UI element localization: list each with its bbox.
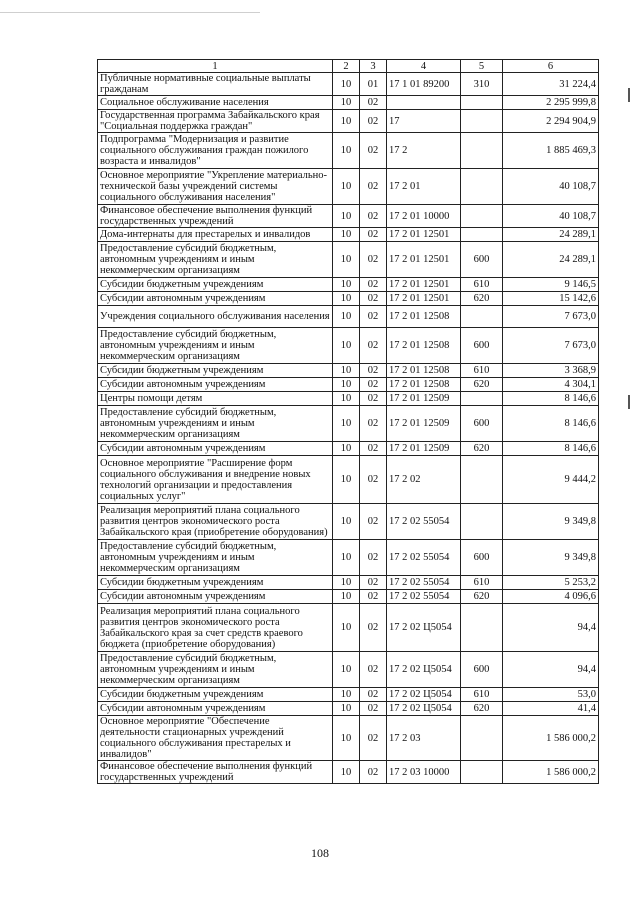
row-name-cell: Предоставление субсидий бюджетным, автономным учреждениям и иным некоммерческим организациям: [98, 328, 333, 364]
row-c2-cell: 10: [333, 205, 360, 228]
row-name-cell: Центры помощи детям: [98, 392, 333, 406]
row-c6-cell: 41,4: [503, 702, 599, 716]
row-c2-cell: 10: [333, 328, 360, 364]
row-c4-cell: 17 2 02 Ц5054: [387, 652, 461, 688]
scan-artifact-mark: [628, 88, 630, 102]
row-c6-cell: 9 349,8: [503, 540, 599, 576]
scan-edge-line: [0, 12, 260, 13]
row-c4-cell: 17 2 03: [387, 716, 461, 761]
row-c5-cell: [461, 761, 503, 784]
row-c5-cell: [461, 504, 503, 540]
row-c6-cell: 31 224,4: [503, 73, 599, 96]
row-c5-cell: 310: [461, 73, 503, 96]
row-name-cell: Подпрограмма "Модернизация и развитие социального обслуживания граждан пожилого возраста и инвалидов": [98, 133, 333, 169]
row-c5-cell: 610: [461, 278, 503, 292]
table-row: [98, 242, 599, 278]
table-row: [98, 716, 599, 761]
table-row: [98, 540, 599, 576]
row-name-cell: Субсидии автономным учреждениям: [98, 590, 333, 604]
column-header: 2: [333, 60, 360, 73]
row-c5-cell: [461, 392, 503, 406]
table-header-row: [98, 60, 599, 73]
row-c3-cell: 02: [360, 590, 387, 604]
table-row: [98, 604, 599, 652]
row-name-cell: Реализация мероприятий плана социального развития центров экономического роста Забайкальского края (приобретение оборудования): [98, 504, 333, 540]
row-name-cell: Субсидии автономным учреждениям: [98, 378, 333, 392]
row-c4-cell: 17: [387, 110, 461, 133]
row-name-cell: Основное мероприятие "Обеспечение деятельности стационарных учреждений социального обслуживания престарелых и инвалидов": [98, 716, 333, 761]
row-c2-cell: 10: [333, 169, 360, 205]
row-c2-cell: 10: [333, 110, 360, 133]
row-c2-cell: 10: [333, 716, 360, 761]
row-c4-cell: 17 2 01 12509: [387, 392, 461, 406]
row-c2-cell: 10: [333, 96, 360, 110]
row-c3-cell: 02: [360, 442, 387, 456]
row-c2-cell: 10: [333, 590, 360, 604]
row-name-cell: Публичные нормативные социальные выплаты гражданам: [98, 73, 333, 96]
row-c2-cell: 10: [333, 73, 360, 96]
table-row: [98, 364, 599, 378]
row-c4-cell: 17 2 02 55054: [387, 540, 461, 576]
row-c4-cell: 17 1 01 89200: [387, 73, 461, 96]
row-name-cell: Предоставление субсидий бюджетным, автономным учреждениям и иным некоммерческим организациям: [98, 652, 333, 688]
row-c6-cell: 53,0: [503, 688, 599, 702]
row-c5-cell: 620: [461, 702, 503, 716]
table-row: [98, 110, 599, 133]
table-row: [98, 456, 599, 504]
row-name-cell: Социальное обслуживание населения: [98, 96, 333, 110]
row-c3-cell: 01: [360, 73, 387, 96]
row-c5-cell: [461, 604, 503, 652]
row-c6-cell: 15 142,6: [503, 292, 599, 306]
row-c2-cell: 10: [333, 442, 360, 456]
row-c6-cell: 8 146,6: [503, 392, 599, 406]
row-c4-cell: 17 2 01 12501: [387, 292, 461, 306]
row-c2-cell: 10: [333, 364, 360, 378]
row-c3-cell: 02: [360, 576, 387, 590]
row-c6-cell: 7 673,0: [503, 306, 599, 328]
row-c5-cell: 600: [461, 242, 503, 278]
row-c3-cell: 02: [360, 456, 387, 504]
row-c2-cell: 10: [333, 278, 360, 292]
row-c5-cell: [461, 306, 503, 328]
row-name-cell: Предоставление субсидий бюджетным, автономным учреждениям и иным некоммерческим организациям: [98, 540, 333, 576]
row-c6-cell: 1 586 000,2: [503, 716, 599, 761]
row-c3-cell: 02: [360, 133, 387, 169]
row-c4-cell: 17 2 01 12508: [387, 378, 461, 392]
row-c3-cell: 02: [360, 540, 387, 576]
row-c3-cell: 02: [360, 761, 387, 784]
column-header: 3: [360, 60, 387, 73]
table-row: [98, 378, 599, 392]
row-c4-cell: 17 2 02 55054: [387, 590, 461, 604]
page-number: 108: [311, 846, 329, 860]
row-c4-cell: 17 2 02 Ц5054: [387, 702, 461, 716]
table-row: [98, 576, 599, 590]
row-c2-cell: 10: [333, 406, 360, 442]
row-name-cell: Субсидии бюджетным учреждениям: [98, 278, 333, 292]
row-c5-cell: 620: [461, 442, 503, 456]
table-row: [98, 205, 599, 228]
row-c4-cell: 17 2 01 10000: [387, 205, 461, 228]
row-c6-cell: 8 146,6: [503, 406, 599, 442]
row-name-cell: Основное мероприятие "Укрепление материально-технической базы учреждений системы социального обслуживания населения": [98, 169, 333, 205]
row-c3-cell: 02: [360, 169, 387, 205]
row-c6-cell: 4 096,6: [503, 590, 599, 604]
row-name-cell: Государственная программа Забайкальского края "Социальная поддержка граждан": [98, 110, 333, 133]
table-row: [98, 328, 599, 364]
row-c6-cell: 5 253,2: [503, 576, 599, 590]
row-c5-cell: [461, 205, 503, 228]
table-row: [98, 306, 599, 328]
row-c3-cell: 02: [360, 364, 387, 378]
table-row: [98, 406, 599, 442]
row-c6-cell: 94,4: [503, 652, 599, 688]
row-name-cell: Предоставление субсидий бюджетным, автономным учреждениям и иным некоммерческим организациям: [98, 242, 333, 278]
row-c5-cell: [461, 110, 503, 133]
row-name-cell: Субсидии автономным учреждениям: [98, 292, 333, 306]
row-c5-cell: [461, 228, 503, 242]
row-c5-cell: 620: [461, 590, 503, 604]
row-c5-cell: 620: [461, 378, 503, 392]
budget-table: [97, 59, 599, 784]
table-row: [98, 688, 599, 702]
row-c3-cell: 02: [360, 702, 387, 716]
row-c3-cell: 02: [360, 306, 387, 328]
row-c5-cell: 610: [461, 688, 503, 702]
row-c3-cell: 02: [360, 292, 387, 306]
row-c5-cell: 600: [461, 652, 503, 688]
column-header: 4: [387, 60, 461, 73]
row-c2-cell: 10: [333, 604, 360, 652]
row-c5-cell: 610: [461, 364, 503, 378]
row-c6-cell: 2 295 999,8: [503, 96, 599, 110]
row-c2-cell: 10: [333, 540, 360, 576]
row-c3-cell: 02: [360, 242, 387, 278]
row-c6-cell: 2 294 904,9: [503, 110, 599, 133]
row-c5-cell: 600: [461, 406, 503, 442]
row-c4-cell: 17 2 03 10000: [387, 761, 461, 784]
row-c2-cell: 10: [333, 228, 360, 242]
row-name-cell: Субсидии бюджетным учреждениям: [98, 688, 333, 702]
row-c5-cell: [461, 716, 503, 761]
table-row: [98, 278, 599, 292]
row-c6-cell: 94,4: [503, 604, 599, 652]
row-c2-cell: 10: [333, 133, 360, 169]
row-c3-cell: 02: [360, 604, 387, 652]
row-c3-cell: 02: [360, 688, 387, 702]
row-c5-cell: [461, 456, 503, 504]
row-c4-cell: 17 2 02 Ц5054: [387, 688, 461, 702]
row-c4-cell: 17 2 01 12508: [387, 328, 461, 364]
row-c4-cell: [387, 96, 461, 110]
row-c4-cell: 17 2 01 12508: [387, 306, 461, 328]
table-body: [98, 73, 599, 784]
row-c6-cell: 9 349,8: [503, 504, 599, 540]
row-name-cell: Реализация мероприятий плана социального развития центров экономического роста Забайкальского края за счет средств краевого бюджета (приобретение оборудования): [98, 604, 333, 652]
row-c3-cell: 02: [360, 205, 387, 228]
table-row: [98, 73, 599, 96]
row-c3-cell: 02: [360, 278, 387, 292]
row-c2-cell: 10: [333, 456, 360, 504]
row-c6-cell: 4 304,1: [503, 378, 599, 392]
table-row: [98, 392, 599, 406]
row-c5-cell: 600: [461, 328, 503, 364]
row-c6-cell: 40 108,7: [503, 205, 599, 228]
column-header: 6: [503, 60, 599, 73]
row-name-cell: Финансовое обеспечение выполнения функций государственных учреждений: [98, 761, 333, 784]
row-c3-cell: 02: [360, 328, 387, 364]
column-header: 1: [98, 60, 333, 73]
row-name-cell: Субсидии бюджетным учреждениям: [98, 576, 333, 590]
row-c5-cell: 620: [461, 292, 503, 306]
row-c3-cell: 02: [360, 652, 387, 688]
row-c3-cell: 02: [360, 110, 387, 133]
row-c4-cell: 17 2 01: [387, 169, 461, 205]
row-c2-cell: 10: [333, 378, 360, 392]
table-row: [98, 96, 599, 110]
row-c4-cell: 17 2 01 12508: [387, 364, 461, 378]
row-c4-cell: 17 2: [387, 133, 461, 169]
row-name-cell: Субсидии бюджетным учреждениям: [98, 364, 333, 378]
row-c6-cell: 9 444,2: [503, 456, 599, 504]
table-row: [98, 652, 599, 688]
table-row: [98, 228, 599, 242]
row-name-cell: Финансовое обеспечение выполнения функций государственных учреждений: [98, 205, 333, 228]
row-c4-cell: 17 2 01 12501: [387, 242, 461, 278]
row-c4-cell: 17 2 02 55054: [387, 576, 461, 590]
row-c6-cell: 40 108,7: [503, 169, 599, 205]
table-row: [98, 442, 599, 456]
table-row: [98, 169, 599, 205]
row-c4-cell: 17 2 02 55054: [387, 504, 461, 540]
row-c5-cell: [461, 96, 503, 110]
row-c6-cell: 24 289,1: [503, 242, 599, 278]
row-name-cell: Субсидии автономным учреждениям: [98, 702, 333, 716]
row-c3-cell: 02: [360, 716, 387, 761]
row-name-cell: Основное мероприятие "Расширение форм социального обслуживания и внедрение новых технологий организации и предоставления социальных услуг": [98, 456, 333, 504]
row-name-cell: Дома-интернаты для престарелых и инвалидов: [98, 228, 333, 242]
row-c4-cell: 17 2 01 12509: [387, 442, 461, 456]
table-row: [98, 504, 599, 540]
row-c2-cell: 10: [333, 652, 360, 688]
row-c2-cell: 10: [333, 761, 360, 784]
row-c6-cell: 8 146,6: [503, 442, 599, 456]
row-c5-cell: [461, 133, 503, 169]
row-c4-cell: 17 2 01 12501: [387, 228, 461, 242]
row-c3-cell: 02: [360, 392, 387, 406]
row-c3-cell: 02: [360, 228, 387, 242]
row-c4-cell: 17 2 02: [387, 456, 461, 504]
row-c5-cell: [461, 169, 503, 205]
column-header: 5: [461, 60, 503, 73]
row-c5-cell: 610: [461, 576, 503, 590]
row-c3-cell: 02: [360, 96, 387, 110]
row-c6-cell: 7 673,0: [503, 328, 599, 364]
row-c6-cell: 1 885 469,3: [503, 133, 599, 169]
row-c2-cell: 10: [333, 504, 360, 540]
row-name-cell: Учреждения социального обслуживания населения: [98, 306, 333, 328]
table-row: [98, 292, 599, 306]
table-row: [98, 761, 599, 784]
row-c4-cell: 17 2 01 12501: [387, 278, 461, 292]
row-c2-cell: 10: [333, 688, 360, 702]
row-c2-cell: 10: [333, 292, 360, 306]
row-c2-cell: 10: [333, 702, 360, 716]
row-c6-cell: 3 368,9: [503, 364, 599, 378]
row-c2-cell: 10: [333, 576, 360, 590]
row-c6-cell: 24 289,1: [503, 228, 599, 242]
table-row: [98, 133, 599, 169]
row-c4-cell: 17 2 02 Ц5054: [387, 604, 461, 652]
row-c2-cell: 10: [333, 242, 360, 278]
row-name-cell: Субсидии автономным учреждениям: [98, 442, 333, 456]
row-c3-cell: 02: [360, 504, 387, 540]
row-c3-cell: 02: [360, 406, 387, 442]
row-name-cell: Предоставление субсидий бюджетным, автономным учреждениям и иным некоммерческим организациям: [98, 406, 333, 442]
row-c6-cell: 9 146,5: [503, 278, 599, 292]
row-c2-cell: 10: [333, 392, 360, 406]
scan-artifact-mark: [628, 395, 630, 409]
row-c2-cell: 10: [333, 306, 360, 328]
row-c3-cell: 02: [360, 378, 387, 392]
row-c6-cell: 1 586 000,2: [503, 761, 599, 784]
table-row: [98, 590, 599, 604]
table-row: [98, 702, 599, 716]
row-c4-cell: 17 2 01 12509: [387, 406, 461, 442]
row-c5-cell: 600: [461, 540, 503, 576]
